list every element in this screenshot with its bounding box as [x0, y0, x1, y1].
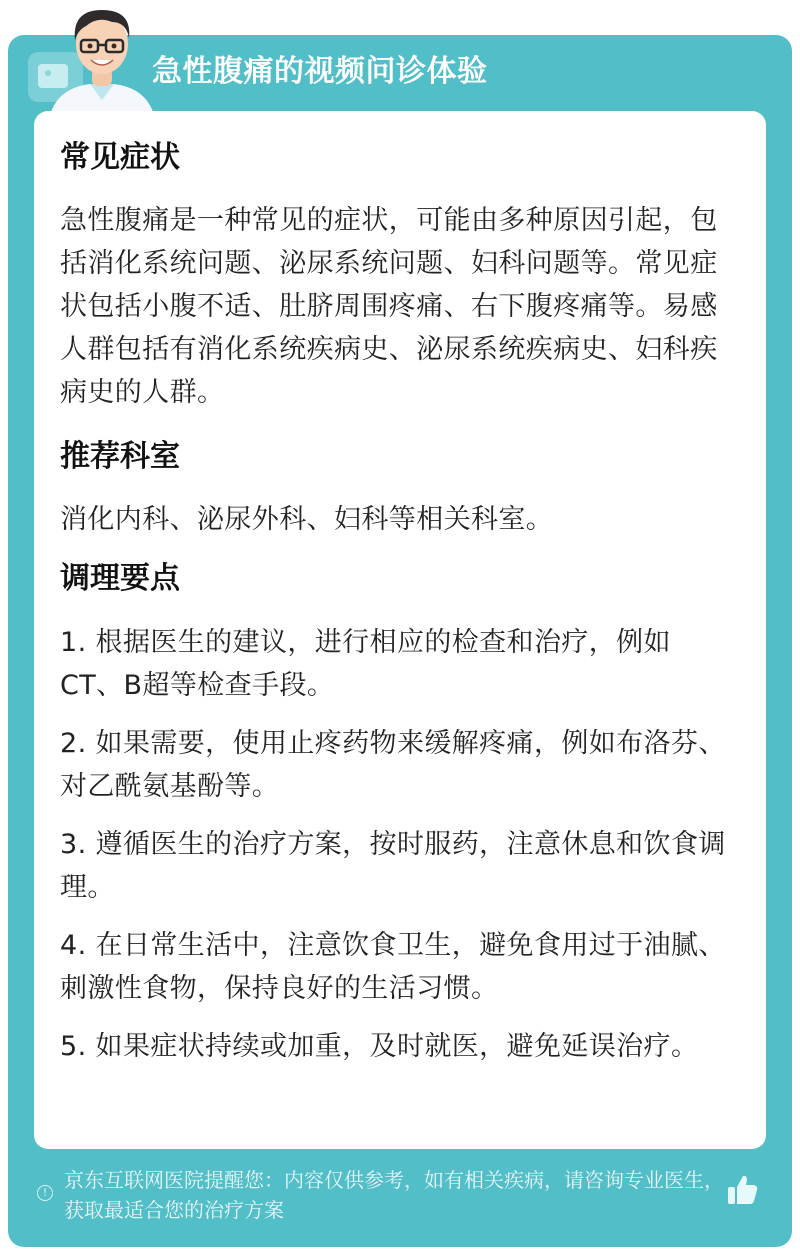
info-icon: !	[37, 1185, 53, 1201]
list-item: 1. 根据医生的建议，进行相应的检查和治疗，例如CT、B超等检查手段。	[60, 627, 671, 701]
disclaimer-text: 京东互联网医院提醒您：内容仅供参考，如有相关疾病，请咨询专业医生，获取最适合您的治疗方案	[64, 1168, 724, 1222]
list-item: 5. 如果症状持续或加重，及时就医，避免延误治疗。	[60, 1031, 699, 1062]
list-item: 3. 遵循医生的治疗方案，按时服药，注意休息和饮食调理。	[60, 829, 726, 903]
thumbs-up-icon[interactable]	[724, 1172, 760, 1208]
section-body-departments: 消化内科、泌尿外科、妇科等相关科室。	[60, 504, 554, 535]
section-title-departments: 推荐科室	[60, 439, 180, 474]
list-item: 2. 如果需要，使用止疼药物来缓解疼痛，例如布洛芬、对乙酰氨基酚等。	[60, 728, 726, 802]
section-title-symptoms: 常见症状	[60, 140, 180, 175]
section-title-care: 调理要点	[60, 561, 180, 596]
section-body-symptoms: 急性腹痛是一种常见的症状，可能由多种原因引起，包括消化系统问题、泌尿系统问题、妇科问题等。常见症状包括小腹不适、肚脐周围疼痛、右下腹疼痛等。易感人群包括有消化系统疾病史、泌尿系统疾病史、妇科疾病史的人群。	[60, 205, 718, 408]
list-item: 4. 在日常生活中，注意饮食卫生，避免食用过于油腻、刺激性食物，保持良好的生活习惯。	[60, 930, 726, 1004]
page-title: 急性腹痛的视频问诊体验	[152, 54, 488, 89]
doctor-avatar-icon	[28, 0, 158, 115]
